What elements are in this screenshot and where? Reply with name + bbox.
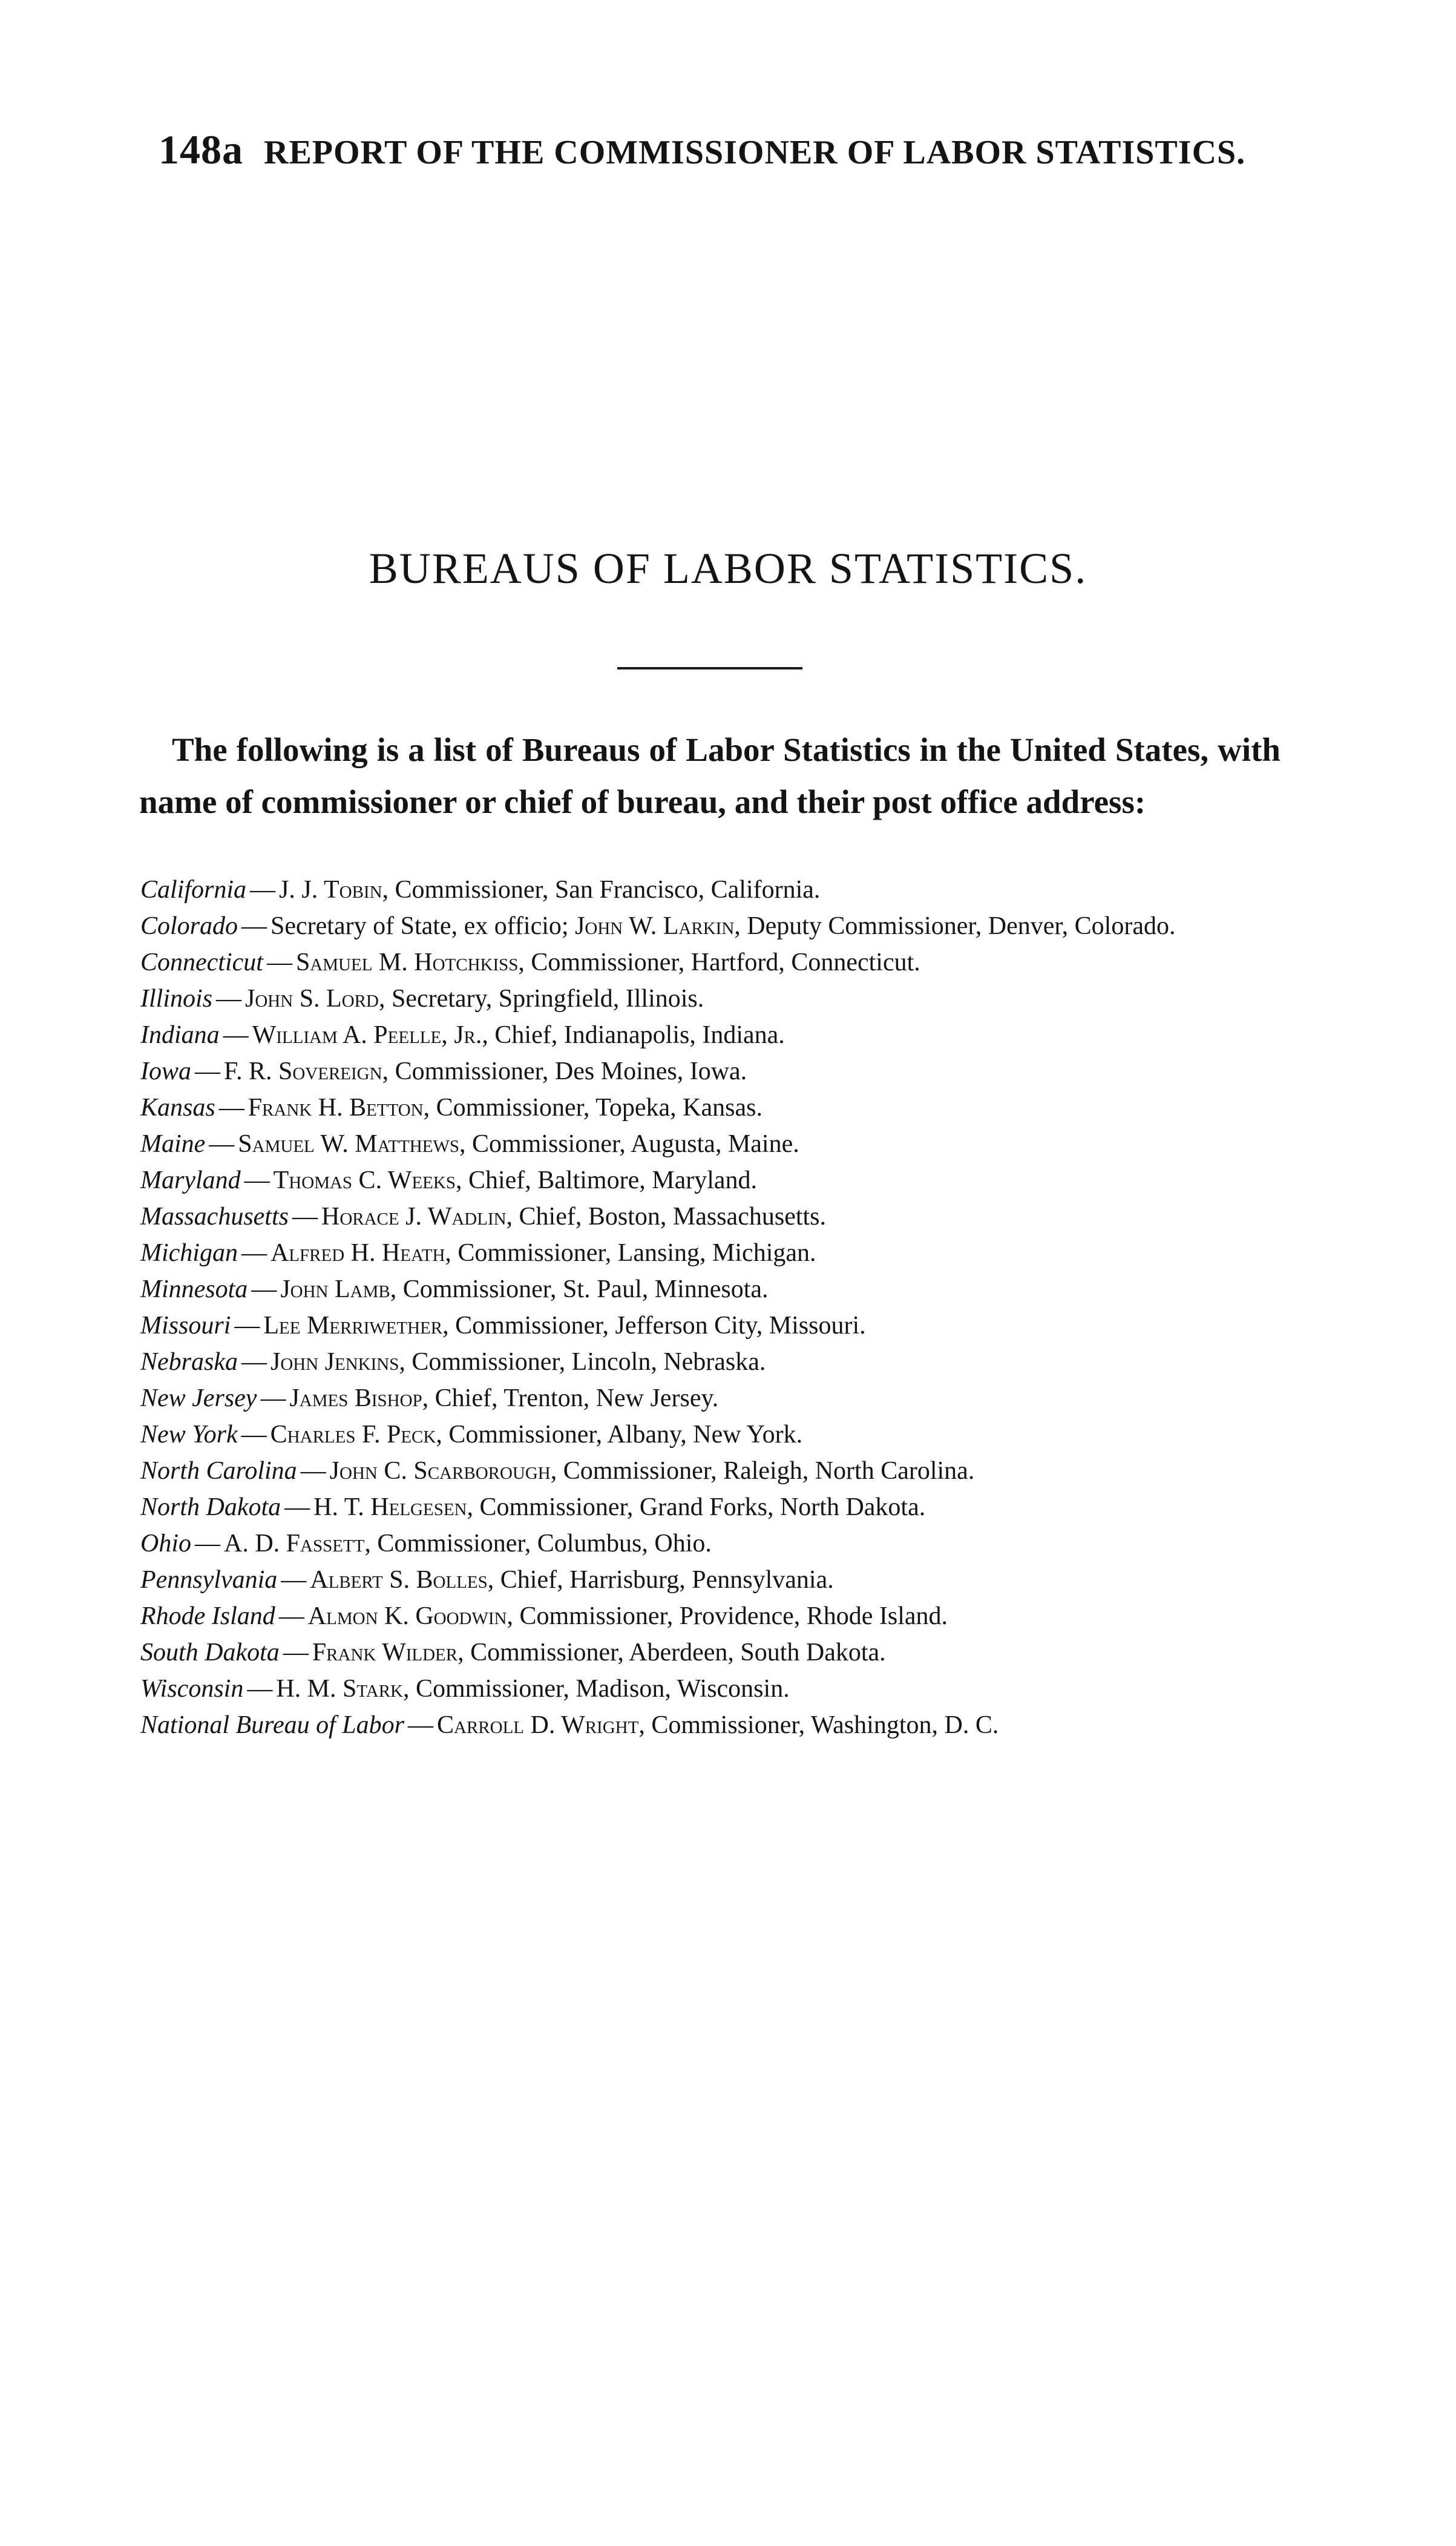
running-head-title: REPORT OF THE COMMISSIONER OF LABOR STATISTICS. bbox=[264, 134, 1246, 171]
state-name: Massachusetts bbox=[140, 1203, 289, 1231]
list-item: Connecticut — Samuel M. Hotchkiss, Commissioner, Hartford, Connecticut. bbox=[140, 949, 920, 976]
state-name: Minnesota bbox=[140, 1275, 248, 1303]
intro-paragraph: The following is a list of Bureaus of Labor Statistics in the United States, with name of commissioner or chief of bureau, and their post office address: bbox=[139, 731, 1281, 820]
state-name: National Bureau of Labor bbox=[140, 1711, 404, 1739]
officer-name: Charles F. Peck bbox=[270, 1421, 436, 1449]
bureau-list bbox=[140, 872, 1302, 1743]
officer-name: J. J. Tobin bbox=[279, 876, 382, 904]
entry-detail: , Chief, Harrisburg, Pennsylvania. bbox=[487, 1566, 834, 1594]
entry-detail: , Commissioner, Madison, Wisconsin. bbox=[403, 1675, 790, 1703]
list-item: Minnesota — John Lamb, Commissioner, St. Paul, Minnesota. bbox=[140, 1275, 769, 1303]
entry-detail: , Commissioner, Raleigh, North Carolina. bbox=[550, 1457, 975, 1485]
page-title: BUREAUS OF LABOR STATISTICS. bbox=[369, 544, 1087, 593]
state-name: Maine bbox=[140, 1130, 206, 1158]
state-name: Kansas bbox=[140, 1094, 215, 1122]
officer-name: H. M. Stark bbox=[276, 1675, 403, 1703]
list-item: North Carolina — John C. Scarborough, Commissioner, Raleigh, North Carolina. bbox=[140, 1457, 975, 1485]
list-item: Iowa — F. R. Sovereign, Commissioner, Des Moines, Iowa. bbox=[140, 1058, 747, 1085]
officer-name: Samuel M. Hotchkiss bbox=[295, 949, 519, 976]
officer-name: John C. Scarborough bbox=[329, 1457, 551, 1485]
list-item: Colorado — Secretary of State, ex officio; John W. Larkin, Deputy Commissioner, Denver, Colorado. bbox=[140, 912, 1176, 940]
officer-name: Almon K. Goodwin bbox=[307, 1602, 507, 1630]
list-item: Missouri — Lee Merriwether, Commissioner, Jefferson City, Missouri. bbox=[140, 1312, 866, 1340]
entry-detail: , Chief, Boston, Massachusetts. bbox=[506, 1203, 827, 1231]
state-name: New Jersey bbox=[140, 1384, 257, 1412]
state-name: Missouri bbox=[140, 1312, 231, 1340]
officer-name: Carroll D. Wright bbox=[436, 1711, 639, 1739]
entry-detail: , Commissioner, Augusta, Maine. bbox=[459, 1130, 799, 1158]
officer-name: Frank H. Betton bbox=[248, 1094, 424, 1122]
list-item: Rhode Island — Almon K. Goodwin, Commissioner, Providence, Rhode Island. bbox=[140, 1602, 948, 1630]
officer-name: Lee Merriwether bbox=[263, 1312, 443, 1340]
state-name: Maryland bbox=[140, 1166, 241, 1194]
list-item: Illinois — John S. Lord, Secretary, Springfield, Illinois. bbox=[140, 985, 704, 1013]
list-item: Maine — Samuel W. Matthews, Commissioner, Augusta, Maine. bbox=[140, 1130, 799, 1158]
list-item: Massachusetts — Horace J. Wadlin, Chief, Boston, Massachusetts. bbox=[140, 1203, 827, 1231]
list-item: California — J. J. Tobin, Commissioner, San Francisco, California. bbox=[140, 876, 821, 904]
officer-name: Thomas C. Weeks bbox=[273, 1166, 456, 1194]
list-item: National Bureau of Labor — Carroll D. Wright, Commissioner, Washington, D. C. bbox=[140, 1711, 999, 1739]
officer-name: Horace J. Wadlin bbox=[321, 1203, 507, 1231]
officer-name: John Jenkins bbox=[271, 1348, 399, 1376]
list-item: Kansas — Frank H. Betton, Commissioner, Topeka, Kansas. bbox=[140, 1094, 762, 1122]
list-item: New York — Charles F. Peck, Commissioner, Albany, New York. bbox=[140, 1421, 803, 1449]
officer-name: William A. Peelle, Jr. bbox=[252, 1021, 482, 1049]
state-name: New York bbox=[140, 1421, 238, 1449]
entry-detail: , Commissioner, Columbus, Ohio. bbox=[364, 1530, 712, 1558]
officer-name: Alfred H. Heath bbox=[270, 1239, 445, 1267]
state-name: Iowa bbox=[140, 1058, 191, 1085]
entry-detail: , Commissioner, Topeka, Kansas. bbox=[423, 1094, 762, 1122]
entry-detail: Secretary of State, ex officio; bbox=[271, 912, 576, 940]
list-item: North Dakota — H. T. Helgesen, Commissioner, Grand Forks, North Dakota. bbox=[140, 1493, 926, 1521]
list-item: Maryland — Thomas C. Weeks, Chief, Baltimore, Maryland. bbox=[140, 1166, 758, 1194]
entry-detail: , Chief, Baltimore, Maryland. bbox=[455, 1166, 758, 1194]
page-number: 148a bbox=[159, 127, 243, 173]
officer-name: John W. Larkin bbox=[575, 912, 735, 940]
entry-detail: , Commissioner, Lincoln, Nebraska. bbox=[399, 1348, 766, 1376]
list-item: New Jersey — James Bishop, Chief, Trenton, New Jersey. bbox=[140, 1384, 719, 1412]
state-name: South Dakota bbox=[140, 1639, 280, 1666]
officer-name: Albert S. Bolles bbox=[310, 1566, 488, 1594]
list-item: Wisconsin — H. M. Stark, Commissioner, Madison, Wisconsin. bbox=[140, 1675, 790, 1703]
entry-detail: , Commissioner, Lansing, Michigan. bbox=[445, 1239, 816, 1267]
state-name: Pennsylvania bbox=[140, 1566, 278, 1594]
entry-detail: , Commissioner, St. Paul, Minnesota. bbox=[390, 1275, 769, 1303]
state-name: Illinois bbox=[140, 985, 213, 1013]
title-rule bbox=[617, 667, 802, 669]
entry-detail: , Chief, Indianapolis, Indiana. bbox=[482, 1021, 785, 1049]
entry-detail: , Commissioner, Des Moines, Iowa. bbox=[382, 1058, 747, 1085]
state-name: Nebraska bbox=[140, 1348, 238, 1376]
entry-detail: , Commissioner, Albany, New York. bbox=[436, 1421, 803, 1449]
list-item: Pennsylvania — Albert S. Bolles, Chief, Harrisburg, Pennsylvania. bbox=[140, 1566, 834, 1594]
officer-name: John S. Lord bbox=[245, 985, 379, 1013]
entry-detail: , Commissioner, Washington, D. C. bbox=[638, 1711, 999, 1739]
running-head bbox=[159, 126, 1245, 174]
list-item: Nebraska — John Jenkins, Commissioner, Lincoln, Nebraska. bbox=[140, 1348, 766, 1376]
officer-name: H. T. Helgesen bbox=[313, 1493, 467, 1521]
state-name: Colorado bbox=[140, 912, 238, 940]
officer-name: James Bishop bbox=[289, 1384, 422, 1412]
state-name: Indiana bbox=[140, 1021, 220, 1049]
entry-detail: , Commissioner, San Francisco, California. bbox=[382, 876, 821, 904]
state-name: California bbox=[140, 876, 247, 904]
list-item: South Dakota — Frank Wilder, Commissioner, Aberdeen, South Dakota. bbox=[140, 1639, 886, 1666]
entry-detail: , Commissioner, Aberdeen, South Dakota. bbox=[457, 1639, 886, 1666]
state-name: North Carolina bbox=[140, 1457, 297, 1485]
state-name: Michigan bbox=[140, 1239, 238, 1267]
officer-name: F. R. Sovereign bbox=[224, 1058, 382, 1085]
entry-detail: , Secretary, Springfield, Illinois. bbox=[378, 985, 704, 1013]
list-item: Indiana — William A. Peelle, Jr., Chief, Indianapolis, Indiana. bbox=[140, 1021, 785, 1049]
officer-name: A. D. Fassett bbox=[224, 1530, 365, 1558]
officer-name: John Lamb bbox=[280, 1275, 390, 1303]
state-name: Ohio bbox=[140, 1530, 191, 1558]
officer-name: Samuel W. Matthews bbox=[238, 1130, 459, 1158]
entry-detail: , Commissioner, Hartford, Connecticut. bbox=[518, 949, 920, 976]
list-item: Ohio — A. D. Fassett, Commissioner, Columbus, Ohio. bbox=[140, 1530, 712, 1558]
state-name: North Dakota bbox=[140, 1493, 281, 1521]
list-item: Michigan — Alfred H. Heath, Commissioner, Lansing, Michigan. bbox=[140, 1239, 816, 1267]
entry-detail: , Chief, Trenton, New Jersey. bbox=[422, 1384, 719, 1412]
entry-detail: , Commissioner, Grand Forks, North Dakota. bbox=[467, 1493, 926, 1521]
officer-name: Frank Wilder bbox=[312, 1639, 458, 1666]
state-name: Connecticut bbox=[140, 949, 263, 976]
entry-detail: , Commissioner, Jefferson City, Missouri. bbox=[442, 1312, 866, 1340]
entry-detail: , Commissioner, Providence, Rhode Island. bbox=[507, 1602, 948, 1630]
state-name: Wisconsin bbox=[140, 1675, 244, 1703]
state-name: Rhode Island bbox=[140, 1602, 275, 1630]
entry-detail: , Deputy Commissioner, Denver, Colorado. bbox=[734, 912, 1176, 940]
